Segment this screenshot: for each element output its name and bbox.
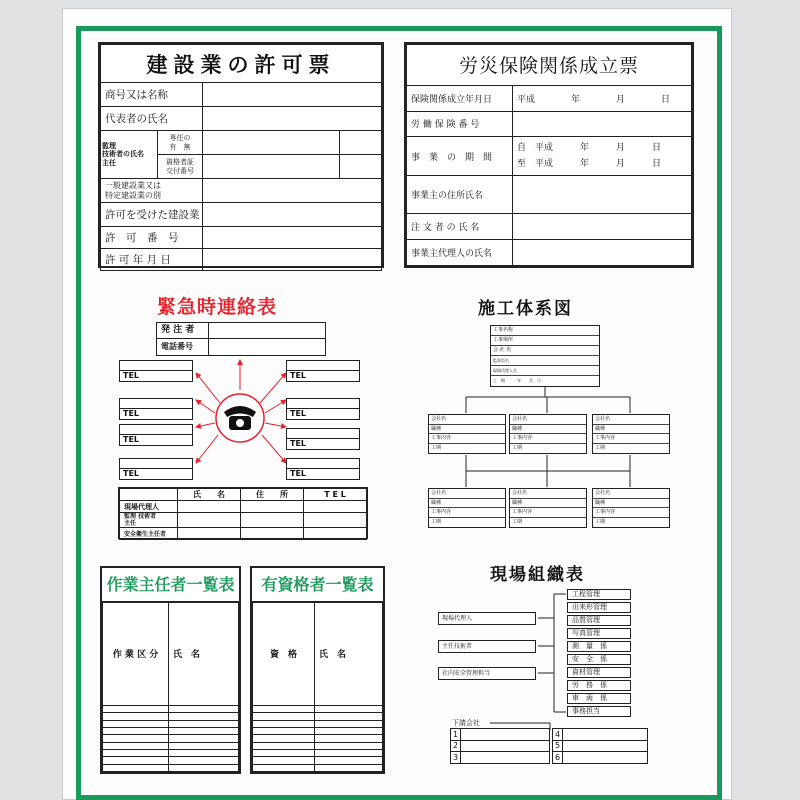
subcontractor-box: 会社名 職種 工事内容 工期 bbox=[592, 488, 670, 528]
construction-license-board: 建設業の許可票 商号又は名称 代表者の氏名 監理 技術者の氏名 主任 専任の 有 無 資格者証 交付番号 一般建設業又は 特定建設業の別 許可を受けた建設業 許 可 番 号 許 可 年 月 日 bbox=[98, 42, 384, 268]
emergency-staff-table: 氏 名 住 所 T E L 現場代理人 監理 技術者 主任 安全衛生主任者 bbox=[118, 487, 368, 539]
yushikaku-list-board: 有資格者一覧表 資 格 氏 名 bbox=[250, 566, 385, 774]
rosai-title: 労災保険関係成立票 bbox=[407, 45, 692, 86]
genba-left-box: 現場代理人 bbox=[438, 612, 536, 625]
genba-right-box: 品質管理 bbox=[567, 615, 631, 626]
subcontractor-box: 会社名 職種 工事内容 工期 bbox=[509, 488, 587, 528]
genba-right-box: 事務担当 bbox=[567, 706, 631, 717]
sagyo-list-board: 作業主任者一覧表 作 業 区 分 氏 名 bbox=[100, 566, 241, 774]
genba-right-box: 測 量 係 bbox=[567, 641, 631, 652]
subcontractor-box: 会社名 職種 工事内容 工期 bbox=[592, 414, 670, 454]
tel-box: TEL bbox=[119, 360, 193, 382]
sagyo-title: 作業主任者一覧表 bbox=[102, 568, 239, 602]
label-name: 商号又は名称 bbox=[101, 83, 203, 107]
subcontractor-box: 会社名 職種 工事内容 工期 bbox=[428, 488, 506, 528]
label-kyoka-date: 許 可 年 月 日 bbox=[101, 249, 203, 271]
shiko-top-box: 工事名称 工事場所 会 社 名 監督員名 現場代理人名 工 期 年 月 日 bbox=[490, 325, 600, 387]
tel-box: TEL bbox=[286, 398, 360, 420]
genba-title: 現場組織表 bbox=[490, 565, 585, 585]
emergency-title: 緊急時連絡表 bbox=[157, 296, 278, 318]
genba-left-box: 主任技術者 bbox=[438, 640, 536, 653]
label-kyoka-ukeru: 許可を受けた建設業 bbox=[101, 203, 203, 227]
genba-right-box: 資材管理 bbox=[567, 667, 631, 678]
genba-right-box: 写真管理 bbox=[567, 628, 631, 639]
genba-left-box: 社内安全管理担当 bbox=[438, 667, 536, 680]
tel-box: TEL bbox=[286, 360, 360, 382]
tel-box: TEL bbox=[119, 398, 193, 420]
subcontractor-box: 会社名 職種 工事内容 工期 bbox=[509, 414, 587, 454]
tel-box: TEL bbox=[286, 428, 360, 450]
rosai-insurance-board: 労災保険関係成立票 保険関係成立年月日 平成 年 月 日 労 働 保 険 番 号 事 業 の 期 間 自 平成 年 月 日 至 平成 年 月 日 事業主の住所氏名 注 文 者 の 氏 名 事業主代理人の氏名 bbox=[404, 42, 694, 268]
genba-right-box: 工程管理 bbox=[567, 589, 631, 600]
label-kyoka-bango: 許 可 番 号 bbox=[101, 227, 203, 249]
license-title: 建設業の許可票 bbox=[101, 45, 382, 83]
client-box: 発 注 者 電話番号 bbox=[156, 322, 326, 356]
subcontractor-box: 会社名 職種 工事内容 工期 bbox=[428, 414, 506, 454]
shitauke-list-right: 4 5 6 bbox=[552, 728, 648, 764]
shiko-title: 施工体系図 bbox=[478, 299, 573, 319]
genba-right-box: 車 両 係 bbox=[567, 693, 631, 704]
genba-right-box: 安 全 係 bbox=[567, 654, 631, 665]
shitauke-label: 下請会社 bbox=[452, 719, 480, 727]
shitauke-list-left: 1 2 3 bbox=[450, 728, 550, 764]
tel-box: TEL bbox=[119, 458, 193, 480]
genba-right-box: 出来形管理 bbox=[567, 602, 631, 613]
genba-right-box: 労 務 係 bbox=[567, 680, 631, 691]
genba-connectors bbox=[430, 586, 670, 721]
label-rep: 代表者の氏名 bbox=[101, 107, 203, 131]
yushikaku-title: 有資格者一覧表 bbox=[252, 568, 383, 602]
tel-box: TEL bbox=[286, 458, 360, 480]
tel-box: TEL bbox=[119, 424, 193, 446]
